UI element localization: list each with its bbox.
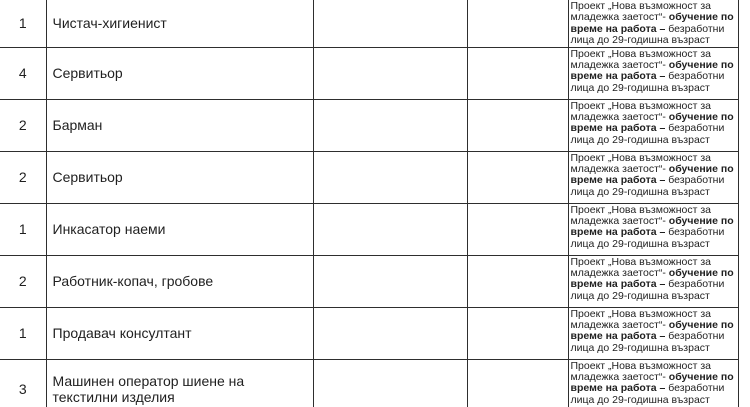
count-cell: 2 [0, 99, 46, 151]
table-row [0, 151, 738, 203]
empty-cell-1 [313, 99, 467, 151]
project-text: лица до 29-годишна възраст [570, 185, 710, 198]
project-text: младежка заетост“- [570, 371, 669, 384]
project-text: младежка заетост“- [570, 11, 669, 24]
project-text: Проект „Нова възможност за [570, 255, 711, 268]
project-text-bold: обучение по [668, 371, 734, 384]
project-text-bold: обучение по [668, 111, 734, 124]
table-row [0, 307, 738, 359]
table-row [0, 203, 738, 255]
empty-cell-1 [313, 307, 467, 359]
project-text: младежка заетост“- [570, 111, 669, 124]
project-text-bold: обучение по [668, 11, 734, 24]
empty-cell-1 [313, 359, 467, 407]
position-cell: Продавач консултант [46, 307, 313, 359]
table-row [0, 99, 738, 151]
project-text: лица до 29-годишна възраст [570, 393, 710, 406]
project-text-line [571, 187, 736, 198]
count-cell: 2 [0, 151, 46, 203]
count-cell: 2 [0, 255, 46, 307]
project-text: лица до 29-годишна възраст [570, 341, 710, 354]
project-text-bold: време на работа – [570, 226, 666, 239]
position-cell: Сервитьор [46, 47, 313, 99]
project-cell [568, 0, 738, 47]
project-text-bold: време на работа – [570, 382, 666, 395]
position-cell: Инкасатор наеми [46, 203, 313, 255]
project-text-bold: обучение по [668, 163, 734, 176]
project-text: лица до 29-годишна възраст [570, 133, 710, 146]
project-text: лица до 29-годишна възраст [570, 34, 710, 47]
empty-cell-2 [467, 47, 568, 99]
empty-cell-2 [467, 307, 568, 359]
empty-cell-2 [467, 151, 568, 203]
project-text: младежка заетост“- [570, 319, 669, 332]
project-text: Проект „Нова възможност за [570, 203, 711, 216]
count-cell: 4 [0, 47, 46, 99]
position-cell: Чистач-хигиенист [46, 0, 313, 47]
project-text: безработни [665, 278, 725, 291]
project-text-line [571, 343, 736, 354]
empty-cell-2 [467, 359, 568, 407]
empty-cell-1 [313, 255, 467, 307]
project-cell [568, 47, 738, 99]
project-text-line [571, 395, 736, 406]
empty-cell-2 [467, 99, 568, 151]
project-text: младежка заетост“- [570, 215, 669, 228]
project-text-bold: обучение по [668, 59, 734, 72]
count-cell: 1 [0, 0, 46, 47]
project-text-bold: време на работа – [570, 122, 666, 135]
count-cell: 3 [0, 359, 46, 407]
project-text: Проект „Нова възможност за [570, 99, 711, 112]
project-text-bold: обучение по [668, 267, 734, 280]
project-cell [568, 151, 738, 203]
project-text: Проект „Нова възможност за [570, 0, 711, 12]
empty-cell-1 [313, 0, 467, 47]
position-cell: Барман [46, 99, 313, 151]
project-text-bold: време на работа – [570, 22, 666, 35]
project-cell [568, 203, 738, 255]
project-text-bold: време на работа – [570, 70, 666, 83]
project-text: безработни [665, 330, 725, 343]
project-text: младежка заетост“- [570, 163, 669, 176]
position-cell: Сервитьор [46, 151, 313, 203]
table-row [0, 0, 738, 47]
project-text: Проект „Нова възможност за [570, 151, 711, 164]
empty-cell-1 [313, 151, 467, 203]
project-cell [568, 99, 738, 151]
project-text-line [571, 135, 736, 146]
project-text: Проект „Нова възможност за [570, 307, 711, 320]
project-text: младежка заетост“- [570, 267, 669, 280]
project-text: лица до 29-годишна възраст [570, 237, 710, 250]
table-row [0, 359, 738, 407]
project-text: младежка заетост“- [570, 59, 669, 72]
empty-cell-2 [467, 203, 568, 255]
project-cell [568, 359, 738, 407]
table-row [0, 255, 738, 307]
empty-cell-1 [313, 47, 467, 99]
project-text: Проект „Нова възможност за [570, 359, 711, 372]
project-text-bold: обучение по [668, 319, 734, 332]
project-text-line [571, 35, 736, 46]
project-text-line [571, 291, 736, 302]
project-text: лица до 29-годишна възраст [570, 81, 710, 94]
count-cell: 1 [0, 307, 46, 359]
project-text: безработни [665, 174, 725, 187]
project-text: безработни [665, 122, 725, 135]
table-row [0, 47, 738, 99]
count-cell: 1 [0, 203, 46, 255]
project-text: безработни [665, 70, 725, 83]
project-text-bold: обучение по [668, 215, 734, 228]
project-text-line [571, 83, 736, 94]
empty-cell-1 [313, 203, 467, 255]
project-cell [568, 307, 738, 359]
position-cell: Машинен оператор шиене на текстилни изделия [46, 359, 313, 407]
project-text: Проект „Нова възможност за [570, 47, 711, 60]
project-text-bold: време на работа – [570, 174, 666, 187]
project-text: лица до 29-годишна възраст [570, 289, 710, 302]
project-text-line [571, 239, 736, 250]
empty-cell-2 [467, 0, 568, 47]
project-text: безработни [665, 22, 725, 35]
project-text-bold: време на работа – [570, 330, 666, 343]
position-cell: Работник-копач, гробове [46, 255, 313, 307]
project-cell [568, 255, 738, 307]
project-text-bold: време на работа – [570, 278, 666, 291]
empty-cell-2 [467, 255, 568, 307]
project-text: безработни [665, 226, 725, 239]
project-text: безработни [665, 382, 725, 395]
